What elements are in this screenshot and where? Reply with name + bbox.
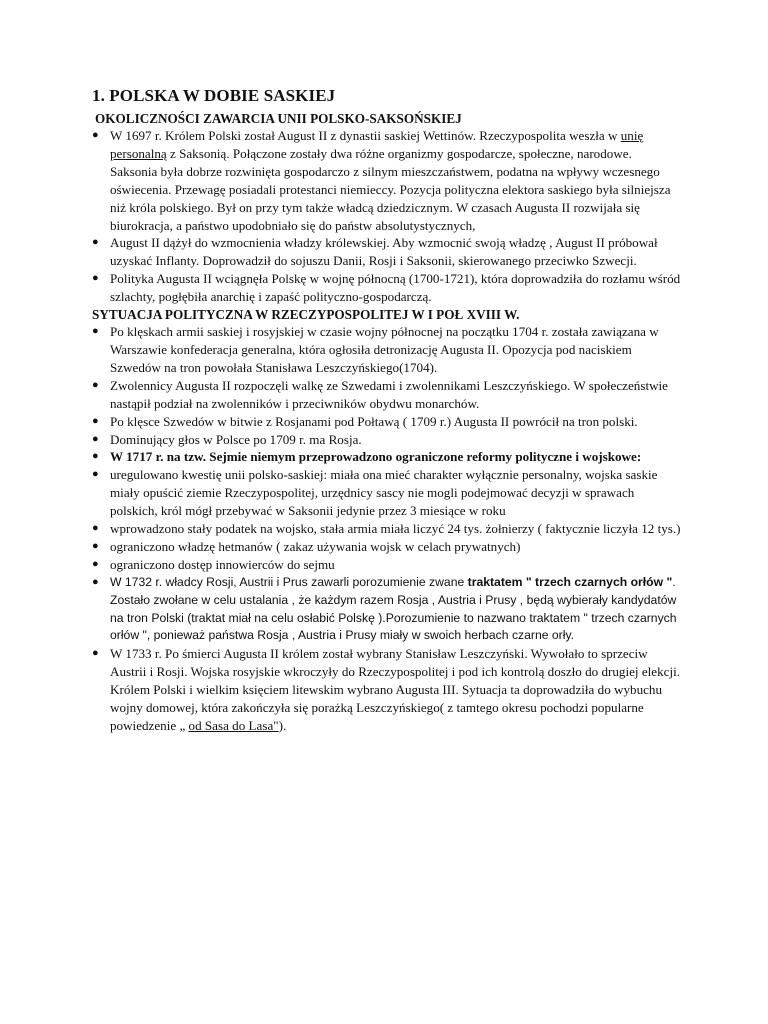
bullet-icon: ●: [92, 557, 99, 570]
list-item: ● Po klęskach armii saskiej i rosyjskiej w czasie wojny północnej na początku 1704 r. została zawiązana w Warszawie konfederacja generalna, która ogłosiła detronizację Augusta II. Opozycja pod naciskiem Szwedów na tron powołała Stanisława Leszczyńskiego(1704).: [92, 324, 659, 375]
list-item: ● Polityka Augusta II wciągnęła Polskę w wojnę północną (1700-1721), która doprowadziła do rozłamu wśród szlachty, pogłębiła anarchię i zapaść polityczno-gospodarczą.: [92, 271, 681, 305]
bullet-icon: ●: [92, 378, 99, 391]
politics-list: [92, 323, 682, 735]
list-item: ● W 1732 r. władcy Rosji, Austrii i Prus zawarli porozumienie zwane traktatem " trzech czarnych orłów ". Zostało zwołane w celu ustalania , że każdym razem Rosja , Austria i Prusy , będą wybierały kandydatów na tron Polski (traktat miał na celu osłabić Polskę ).Porozumienie to nazwano traktatem " trzech czarnych orłów ", ponieważ państwa Rosja , Austria i Prusy miały w swoich herbach czarne orły.: [92, 574, 677, 643]
list-item: ● W 1697 r. Królem Polski został August II z dynastii saskiej Wettinów. Rzeczypospolita weszła w unię personalną z Saksonią. Połączone zostały dwa różne organizmy gospodarcze, społeczne, narodowe. Saksonia była dobrze rozwinięta gospodarczo z silnym mieszczaństwem, podatna na wpływy wczesnego oświecenia. Przewagę posiadali protestanci niemieccy. Pozycja polityczna elektora saskiego była silniejsza niż króla polskiego. Był on przy tym także władcą dziedzicznym. W czasach Augusta II rozwijała się biurokracja, a państwo upodobniało się do państw absolutystycznych,: [92, 128, 671, 233]
section-heading-union: OKOLICZNOŚCI ZAWARCIA UNII POLSKO-SAKSOŃSKIEJ: [95, 111, 462, 126]
bullet-icon: ●: [92, 575, 99, 588]
bullet-icon: ●: [92, 647, 99, 660]
bullet-icon: ●: [92, 325, 99, 338]
saying-quote: od Sasa do Lasa": [188, 718, 279, 733]
list-item: ● Dominujący głos w Polsce po 1709 r. ma Rosja.: [92, 431, 362, 447]
list-item: ● ograniczono władzę hetmanów ( zakaz używania wojsk w celach prywatnych): [92, 538, 521, 554]
bullet-icon: ●: [92, 432, 99, 445]
bullet-icon: ●: [92, 236, 99, 249]
union-list: [92, 127, 682, 306]
list-item: ● ograniczono dostęp innowierców do sejmu: [92, 556, 335, 572]
bullet-icon: ●: [92, 468, 99, 481]
list-item: ● uregulowano kwestię unii polsko-saskiej: miała ona mieć charakter wyłącznie personalny, wojska saskie miały opuścić ziemie Rzeczypospolitej, urzędnicy sascy nie mogli podejmować decyzji w sprawach polskich, król mógł przebywać w Saksonii jedynie przez 3 miesiące w roku: [92, 467, 658, 519]
list-item: ● W 1733 r. Po śmierci Augusta II królem został wybrany Stanisław Leszczyński. Wywołało to sprzeciw Austrii i Rosji. Wojska rosyjskie wkroczyły do Rzeczypospolitej i pod ich kontrolą doszło do drugiej elekcji. Królem Polski i wielkim księciem litewskim wybrano Augusta III. Sytuacja ta doprowadziła do wybuchu wojny domowej, która zakończyła się porażką Leszczyńskiego( z tamtego okresu pochodzi popularne powiedzenie „ od Sasa do Lasa").: [92, 646, 681, 733]
page-title: 1. POLSKA W DOBIE SASKIEJ: [92, 86, 336, 105]
list-item: ● W 1717 r. na tzw. Sejmie niemym przeprowadzono ograniczone reformy polityczne i wojskowe:: [92, 449, 642, 465]
list-item: ● wprowadzono stały podatek na wojsko, stała armia miała liczyć 24 tys. żołnierzy ( faktycznie liczyła 12 tys.): [92, 521, 681, 537]
bullet-icon: ●: [92, 539, 99, 552]
treaty-name: traktatem " trzech czarnych orłów ": [467, 574, 673, 589]
section-heading-politics: SYTUACJA POLITYCZNA W RZECZYPOSPOLITEJ W I POŁ XVIII W.: [92, 307, 520, 323]
list-item: ● August II dążył do wzmocnienia władzy królewskiej. Aby wzmocnić swoją władzę , August II próbował uzyskać Inflanty. Doprowadził do sojuszu Danii, Rosji i Saksonii, skierowanego przeciwko Szwecji.: [92, 235, 658, 269]
bullet-icon: ●: [92, 522, 99, 535]
bullet-icon: ●: [92, 414, 99, 427]
bullet-icon: ●: [92, 129, 99, 141]
list-item: ● Zwolennicy Augusta II rozpoczęli walkę ze Szwedami i zwolennikami Leszczyńskiego. W społeczeństwie nastąpił podział na zwolenników i przeciwników obydwu monarchów.: [92, 377, 668, 411]
list-item: ● Po klęsce Szwedów w bitwie z Rosjanami pod Połtawą ( 1709 r.) Augusta II powrócił na tron polski.: [92, 413, 638, 429]
bullet-icon: ●: [92, 272, 99, 285]
document-content: [92, 86, 682, 735]
bullet-icon: ●: [92, 450, 99, 463]
underlined-term: unię personalną: [110, 128, 644, 161]
